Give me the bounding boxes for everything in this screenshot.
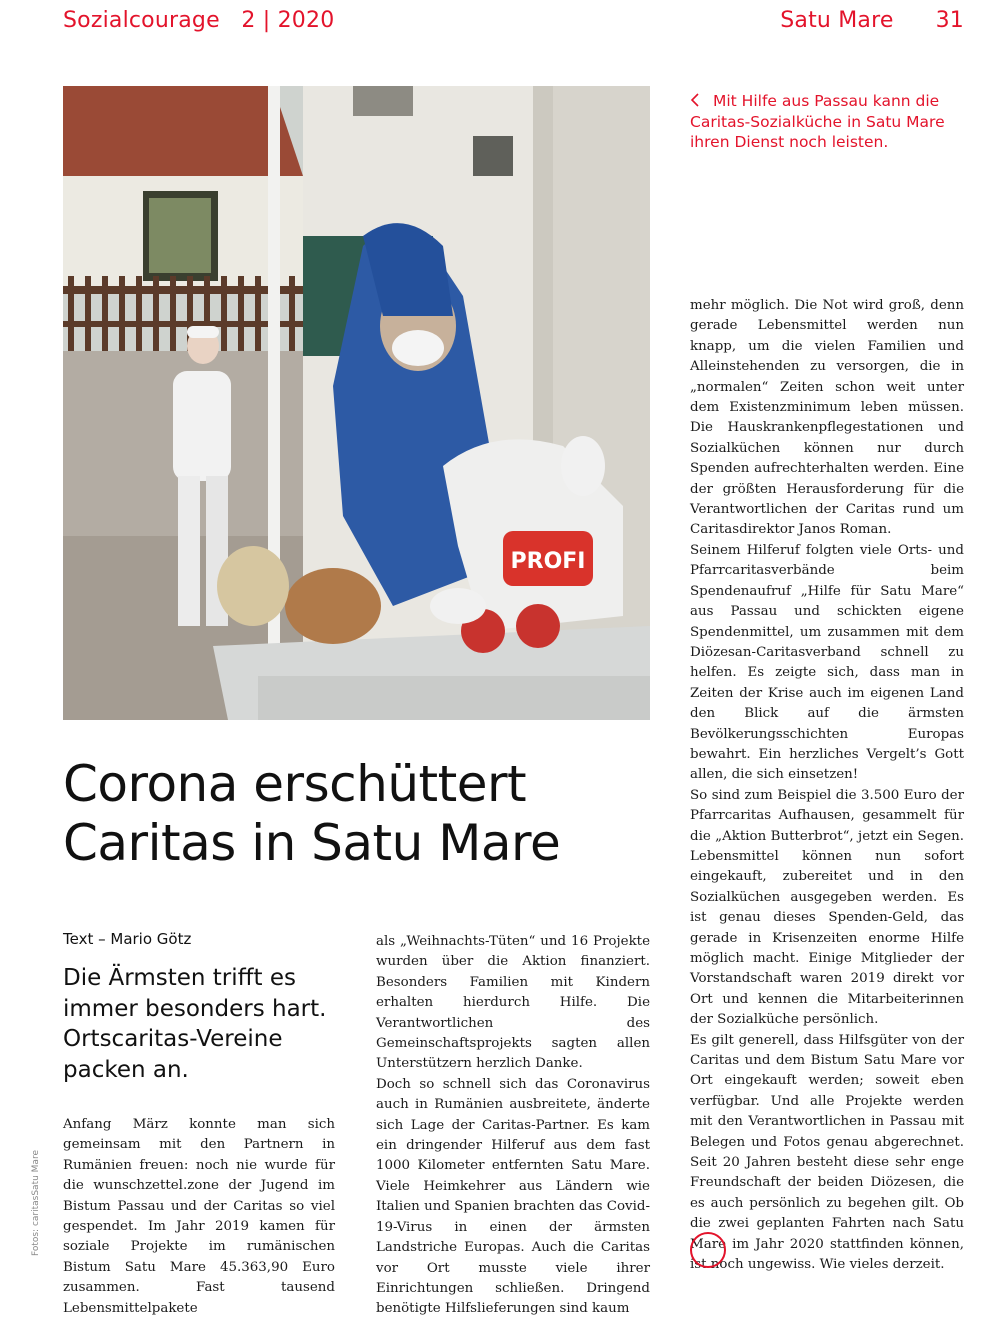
body-column-1 <box>63 1115 335 1319</box>
byline: Text – Mario Götz <box>63 930 192 948</box>
paragraph: So sind zum Beispiel die 3.500 Euro der Pfarrcaritas Aufhausen, gesammelt für die „Aktion Butterbrot“, jetzt ein Segen. Lebensmittel können nun sofort eingekauft, zubereitet und in den Sozialküchen ausgegeben werden. Es ist genau dieses Spenden-Geld, das gerade in Krisenzeiten enorme Hilfe möglich macht. Einige Mitglieder der Vorstandschaft waren 2019 direkt vor Ort und kennen die Mitarbeiterinnen der Sozialküche persönlich. <box>690 787 964 1028</box>
title-line-2: Caritas in Satu Mare <box>63 814 561 872</box>
paragraph: Doch so schnell sich das Coronavirus auch in Rumänien ausbreitete, änderte sich Lage der Caritas-Partner. Es kam ein dringender Hilferuf aus dem fast 1000 Kilometer entfernten Satu Mare. Viele Heimkehrer aus Ländern wie Italien und Spanien brachten das Covid-19-Virus in einen der ärmsten Landstriche Europas. Auch die Caritas vor Ort musste viele ihrer Einrichtungen schließen. Dringend benötigte Hilfslieferungen sind kaum <box>376 1076 650 1317</box>
photo-caption <box>690 91 952 153</box>
issue-number: 2 | 2020 <box>241 8 335 33</box>
section-name: Satu Mare <box>780 8 894 33</box>
article-photo <box>63 86 650 720</box>
paragraph: Seinem Hilferuf folgten viele Orts- und Pfarrcaritasverbände beim Spendenaufruf „Hilfe für Satu Mare“ aus Passau und schickten eigene Spendenmittel, um zusammen mit dem Diözesan-Caritasverband schnell zu helfen. Es zeigte sich, dass man in Zeiten der Krise auch im eigenen Land den Blick auf die ärmsten Bevölkerungsschichten Europas bewahrt. Ein herzliches Vergelt’s Gott allen, die sich einsetzen! <box>690 542 964 783</box>
paragraph: Es gilt generell, dass Hilfsgüter von der Caritas und dem Bistum Satu Mare vor Ort eingekauft werden; soweit eben verfügbar. Und alle Projekte werden mit den Verantwortlichen in Passau mit Belegen und Fotos genau abgerechnet. Seit 20 Jahren besteht diese sehr enge Freundschaft der beiden Diözesen, die es auch persönlich zu begehen gilt. Ob die zwei geplanten Fahrten nach Satu Mare im Jahr 2020 stattfinden können, ist noch ungewiss. Wie vieles derzeit. <box>690 1032 964 1273</box>
body-column-2 <box>376 932 650 1320</box>
bag-brand-label: PROFI <box>510 549 586 574</box>
paragraph: als „Weihnachts-Tüten“ und 16 Projekte wurden über die Aktion finanziert. Besonders Familien mit Kindern erhalten hierdurch Hilfe. Die Verantwortlichen des Gemeinschaftsprojekts sagten allen Unterstützern herzlich Danke. <box>376 934 650 1072</box>
photo-caritas-worker-packing-food <box>63 86 650 720</box>
lead-paragraph: Die Ärmsten trifft es immer besonders hart. Ortscaritas-Vereine packen an. <box>63 965 327 1083</box>
running-header-left <box>63 8 334 33</box>
caption-text: Mit Hilfe aus Passau kann die Caritas-Sozialküche in Satu Mare ihren Dienst noch leisten. <box>690 92 945 151</box>
end-of-article-circle-icon <box>690 1232 726 1268</box>
running-header-right <box>780 8 964 33</box>
chevron-left-icon <box>690 93 700 107</box>
photo-credit: Fotos: caritasSatu Mare <box>31 1150 41 1257</box>
paragraph: mehr möglich. Die Not wird groß, denn gerade Lebensmittel werden nun knapp, um die vielen Familien und Alleinstehenden zu versorgen, die in „normalen“ Zeiten schon weit unter dem Existenzminimum leben müssen. Die Hauskrankenpflegestationen und Sozialküchen können nur durch Spenden aufrechterhalten werden. Eine der größten Herausforderung für die Verantwortlichen der Caritas rund um Caritasdirektor Janos Roman. <box>690 298 964 538</box>
page-number: 31 <box>935 8 964 33</box>
body-column-3 <box>690 296 964 1276</box>
paragraph: Anfang März konnte man sich gemeinsam mit den Partnern in Rumänien freuen: noch nie wurde für die wunschzettel.zone der Jugend im Bistum Passau und der Caritas so viel gespendet. Im Jahr 2019 kamen für soziale Projekte im rumänischen Bistum Satu Mare 45.363,90 Euro zusammen. Fast tausend Lebensmittelpakete <box>63 1117 335 1316</box>
magazine-name: Sozialcourage <box>63 8 220 33</box>
article-title <box>63 755 560 873</box>
title-line-1: Corona erschüttert <box>63 755 527 813</box>
